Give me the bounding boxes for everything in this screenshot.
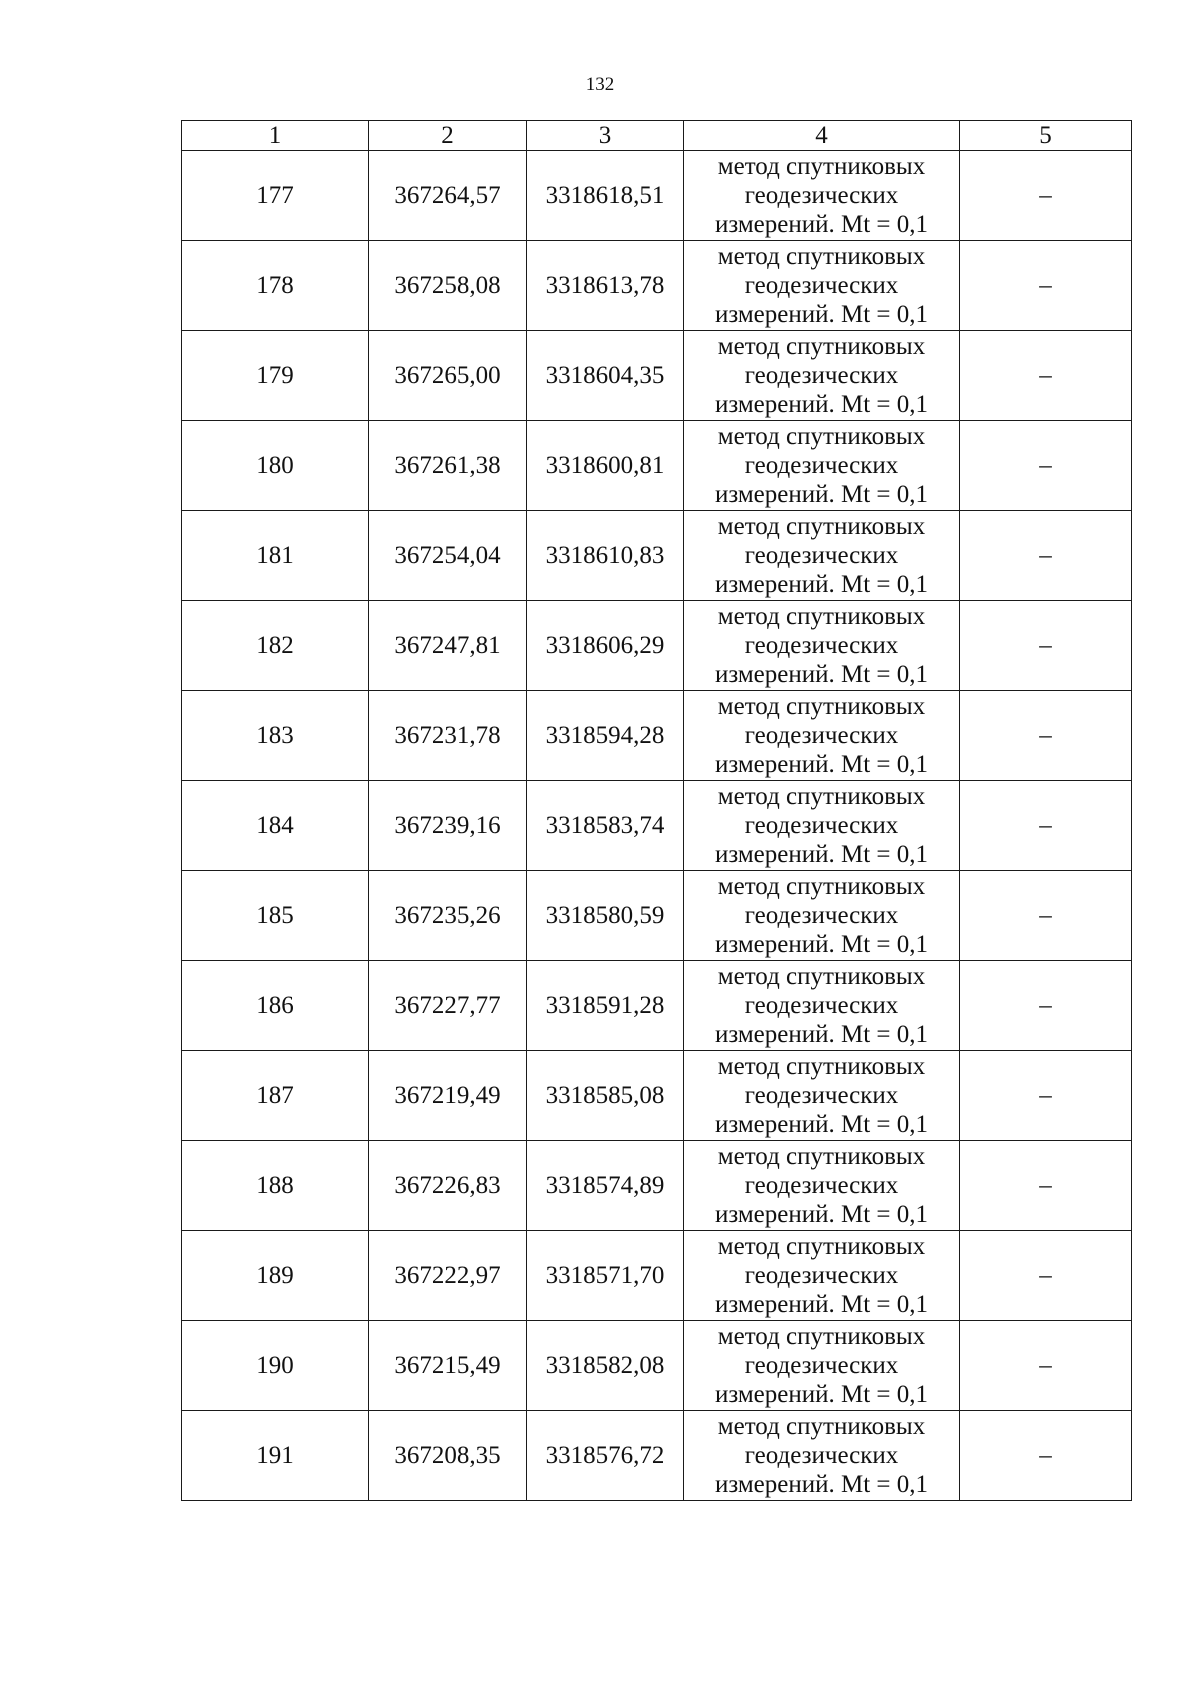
- x-coordinate-cell: 367235,26: [369, 871, 527, 961]
- table-row: [182, 871, 1132, 961]
- note-cell: –: [960, 601, 1132, 691]
- y-coordinate-cell: 3318591,28: [527, 961, 684, 1051]
- method-line-2: геодезических: [744, 722, 899, 749]
- point-number-cell: 182: [182, 601, 369, 691]
- note-cell: –: [960, 871, 1132, 961]
- method-line-2: геодезических: [744, 182, 899, 209]
- header-col-2: 2: [369, 121, 527, 151]
- x-coordinate-cell: 367261,38: [369, 421, 527, 511]
- note-cell: –: [960, 961, 1132, 1051]
- method-line-3: измерений. Mt = 0,1: [714, 661, 929, 688]
- x-coordinate-cell: 367239,16: [369, 781, 527, 871]
- y-coordinate-cell: 3318606,29: [527, 601, 684, 691]
- y-coordinate-cell: 3318604,35: [527, 331, 684, 421]
- method-line-3: измерений. Mt = 0,1: [714, 391, 929, 418]
- point-number-cell: 177: [182, 151, 369, 241]
- method-line-2: геодезических: [744, 1442, 899, 1469]
- point-number-cell: 186: [182, 961, 369, 1051]
- header-row: [182, 121, 1132, 151]
- method-cell: [684, 331, 960, 421]
- note-cell: –: [960, 421, 1132, 511]
- method-line-1: метод спутниковых: [717, 1233, 926, 1260]
- method-cell: [684, 781, 960, 871]
- method-cell: [684, 511, 960, 601]
- method-line-2: геодезических: [744, 1172, 899, 1199]
- method-line-3: измерений. Mt = 0,1: [714, 211, 929, 238]
- method-line-3: измерений. Mt = 0,1: [714, 751, 929, 778]
- method-line-3: измерений. Mt = 0,1: [714, 1471, 929, 1498]
- method-line-2: геодезических: [744, 1262, 899, 1289]
- method-line-1: метод спутниковых: [717, 243, 926, 270]
- table-body: [182, 151, 1132, 1501]
- method-line-2: геодезических: [744, 812, 899, 839]
- table-row: [182, 961, 1132, 1051]
- x-coordinate-cell: 367227,77: [369, 961, 527, 1051]
- method-line-2: геодезических: [744, 902, 899, 929]
- method-line-2: геодезических: [744, 542, 899, 569]
- x-coordinate-cell: 367265,00: [369, 331, 527, 421]
- x-coordinate-cell: 367226,83: [369, 1141, 527, 1231]
- y-coordinate-cell: 3318583,74: [527, 781, 684, 871]
- method-line-2: геодезических: [744, 362, 899, 389]
- page-number: 132: [585, 74, 615, 95]
- method-line-2: геодезических: [744, 632, 899, 659]
- method-cell: [684, 1141, 960, 1231]
- point-number-cell: 181: [182, 511, 369, 601]
- table-row: [182, 1141, 1132, 1231]
- method-line-1: метод спутниковых: [717, 603, 926, 630]
- method-cell: [684, 151, 960, 241]
- method-line-1: метод спутниковых: [717, 423, 926, 450]
- y-coordinate-cell: 3318574,89: [527, 1141, 684, 1231]
- method-line-1: метод спутниковых: [717, 513, 926, 540]
- y-coordinate-cell: 3318594,28: [527, 691, 684, 781]
- method-line-1: метод спутниковых: [717, 1323, 926, 1350]
- table-row: [182, 1051, 1132, 1141]
- point-number-cell: 180: [182, 421, 369, 511]
- header-col-3: 3: [527, 121, 684, 151]
- method-line-1: метод спутниковых: [717, 963, 926, 990]
- table-row: [182, 1321, 1132, 1411]
- method-line-1: метод спутниковых: [717, 1413, 926, 1440]
- method-line-3: измерений. Mt = 0,1: [714, 1021, 929, 1048]
- method-line-1: метод спутниковых: [717, 333, 926, 360]
- method-cell: [684, 691, 960, 781]
- method-line-3: измерений. Mt = 0,1: [714, 841, 929, 868]
- x-coordinate-cell: 367264,57: [369, 151, 527, 241]
- table-row: [182, 691, 1132, 781]
- method-line-1: метод спутниковых: [717, 1053, 926, 1080]
- note-cell: –: [960, 781, 1132, 871]
- note-cell: –: [960, 1321, 1132, 1411]
- y-coordinate-cell: 3318613,78: [527, 241, 684, 331]
- y-coordinate-cell: 3318576,72: [527, 1411, 684, 1501]
- y-coordinate-cell: 3318585,08: [527, 1051, 684, 1141]
- x-coordinate-cell: 367247,81: [369, 601, 527, 691]
- table-row: [182, 1231, 1132, 1321]
- method-line-3: измерений. Mt = 0,1: [714, 1381, 929, 1408]
- point-number-cell: 178: [182, 241, 369, 331]
- method-line-2: геодезических: [744, 272, 899, 299]
- note-cell: –: [960, 151, 1132, 241]
- header-col-5: 5: [960, 121, 1132, 151]
- table-row: [182, 421, 1132, 511]
- method-line-3: измерений. Mt = 0,1: [714, 1111, 929, 1138]
- method-cell: [684, 601, 960, 691]
- table-row: [182, 1411, 1132, 1501]
- point-number-cell: 179: [182, 331, 369, 421]
- x-coordinate-cell: 367215,49: [369, 1321, 527, 1411]
- method-line-3: измерений. Mt = 0,1: [714, 931, 929, 958]
- method-line-1: метод спутниковых: [717, 153, 926, 180]
- point-number-cell: 184: [182, 781, 369, 871]
- table-row: [182, 241, 1132, 331]
- method-line-2: геодезических: [744, 1082, 899, 1109]
- coordinates-table-container: [181, 120, 1131, 1501]
- x-coordinate-cell: 367208,35: [369, 1411, 527, 1501]
- table-row: [182, 781, 1132, 871]
- point-number-cell: 191: [182, 1411, 369, 1501]
- note-cell: –: [960, 691, 1132, 781]
- coordinates-table: [181, 120, 1132, 1501]
- note-cell: –: [960, 511, 1132, 601]
- method-line-1: метод спутниковых: [717, 1143, 926, 1170]
- method-line-3: измерений. Mt = 0,1: [714, 481, 929, 508]
- method-line-3: измерений. Mt = 0,1: [714, 571, 929, 598]
- point-number-cell: 183: [182, 691, 369, 781]
- note-cell: –: [960, 1231, 1132, 1321]
- method-line-2: геодезических: [744, 452, 899, 479]
- x-coordinate-cell: 367231,78: [369, 691, 527, 781]
- method-cell: [684, 961, 960, 1051]
- header-col-4: 4: [684, 121, 960, 151]
- point-number-cell: 190: [182, 1321, 369, 1411]
- note-cell: –: [960, 1051, 1132, 1141]
- note-cell: –: [960, 241, 1132, 331]
- method-line-3: измерений. Mt = 0,1: [714, 1291, 929, 1318]
- method-line-1: метод спутниковых: [717, 693, 926, 720]
- note-cell: –: [960, 331, 1132, 421]
- method-line-3: измерений. Mt = 0,1: [714, 301, 929, 328]
- table-row: [182, 511, 1132, 601]
- method-line-2: геодезических: [744, 992, 899, 1019]
- method-line-2: геодезических: [744, 1352, 899, 1379]
- method-cell: [684, 1411, 960, 1501]
- note-cell: –: [960, 1411, 1132, 1501]
- method-cell: [684, 871, 960, 961]
- y-coordinate-cell: 3318580,59: [527, 871, 684, 961]
- table-row: [182, 601, 1132, 691]
- point-number-cell: 189: [182, 1231, 369, 1321]
- method-cell: [684, 1321, 960, 1411]
- y-coordinate-cell: 3318610,83: [527, 511, 684, 601]
- method-line-1: метод спутниковых: [717, 783, 926, 810]
- x-coordinate-cell: 367254,04: [369, 511, 527, 601]
- x-coordinate-cell: 367219,49: [369, 1051, 527, 1141]
- method-cell: [684, 421, 960, 511]
- method-cell: [684, 241, 960, 331]
- y-coordinate-cell: 3318600,81: [527, 421, 684, 511]
- method-cell: [684, 1051, 960, 1141]
- x-coordinate-cell: 367258,08: [369, 241, 527, 331]
- method-line-1: метод спутниковых: [717, 873, 926, 900]
- table-row: [182, 151, 1132, 241]
- table-header: [182, 121, 1132, 151]
- method-cell: [684, 1231, 960, 1321]
- y-coordinate-cell: 3318582,08: [527, 1321, 684, 1411]
- note-cell: –: [960, 1141, 1132, 1231]
- point-number-cell: 185: [182, 871, 369, 961]
- y-coordinate-cell: 3318571,70: [527, 1231, 684, 1321]
- table-row: [182, 331, 1132, 421]
- method-line-3: измерений. Mt = 0,1: [714, 1201, 929, 1228]
- y-coordinate-cell: 3318618,51: [527, 151, 684, 241]
- point-number-cell: 188: [182, 1141, 369, 1231]
- point-number-cell: 187: [182, 1051, 369, 1141]
- header-col-1: 1: [182, 121, 369, 151]
- x-coordinate-cell: 367222,97: [369, 1231, 527, 1321]
